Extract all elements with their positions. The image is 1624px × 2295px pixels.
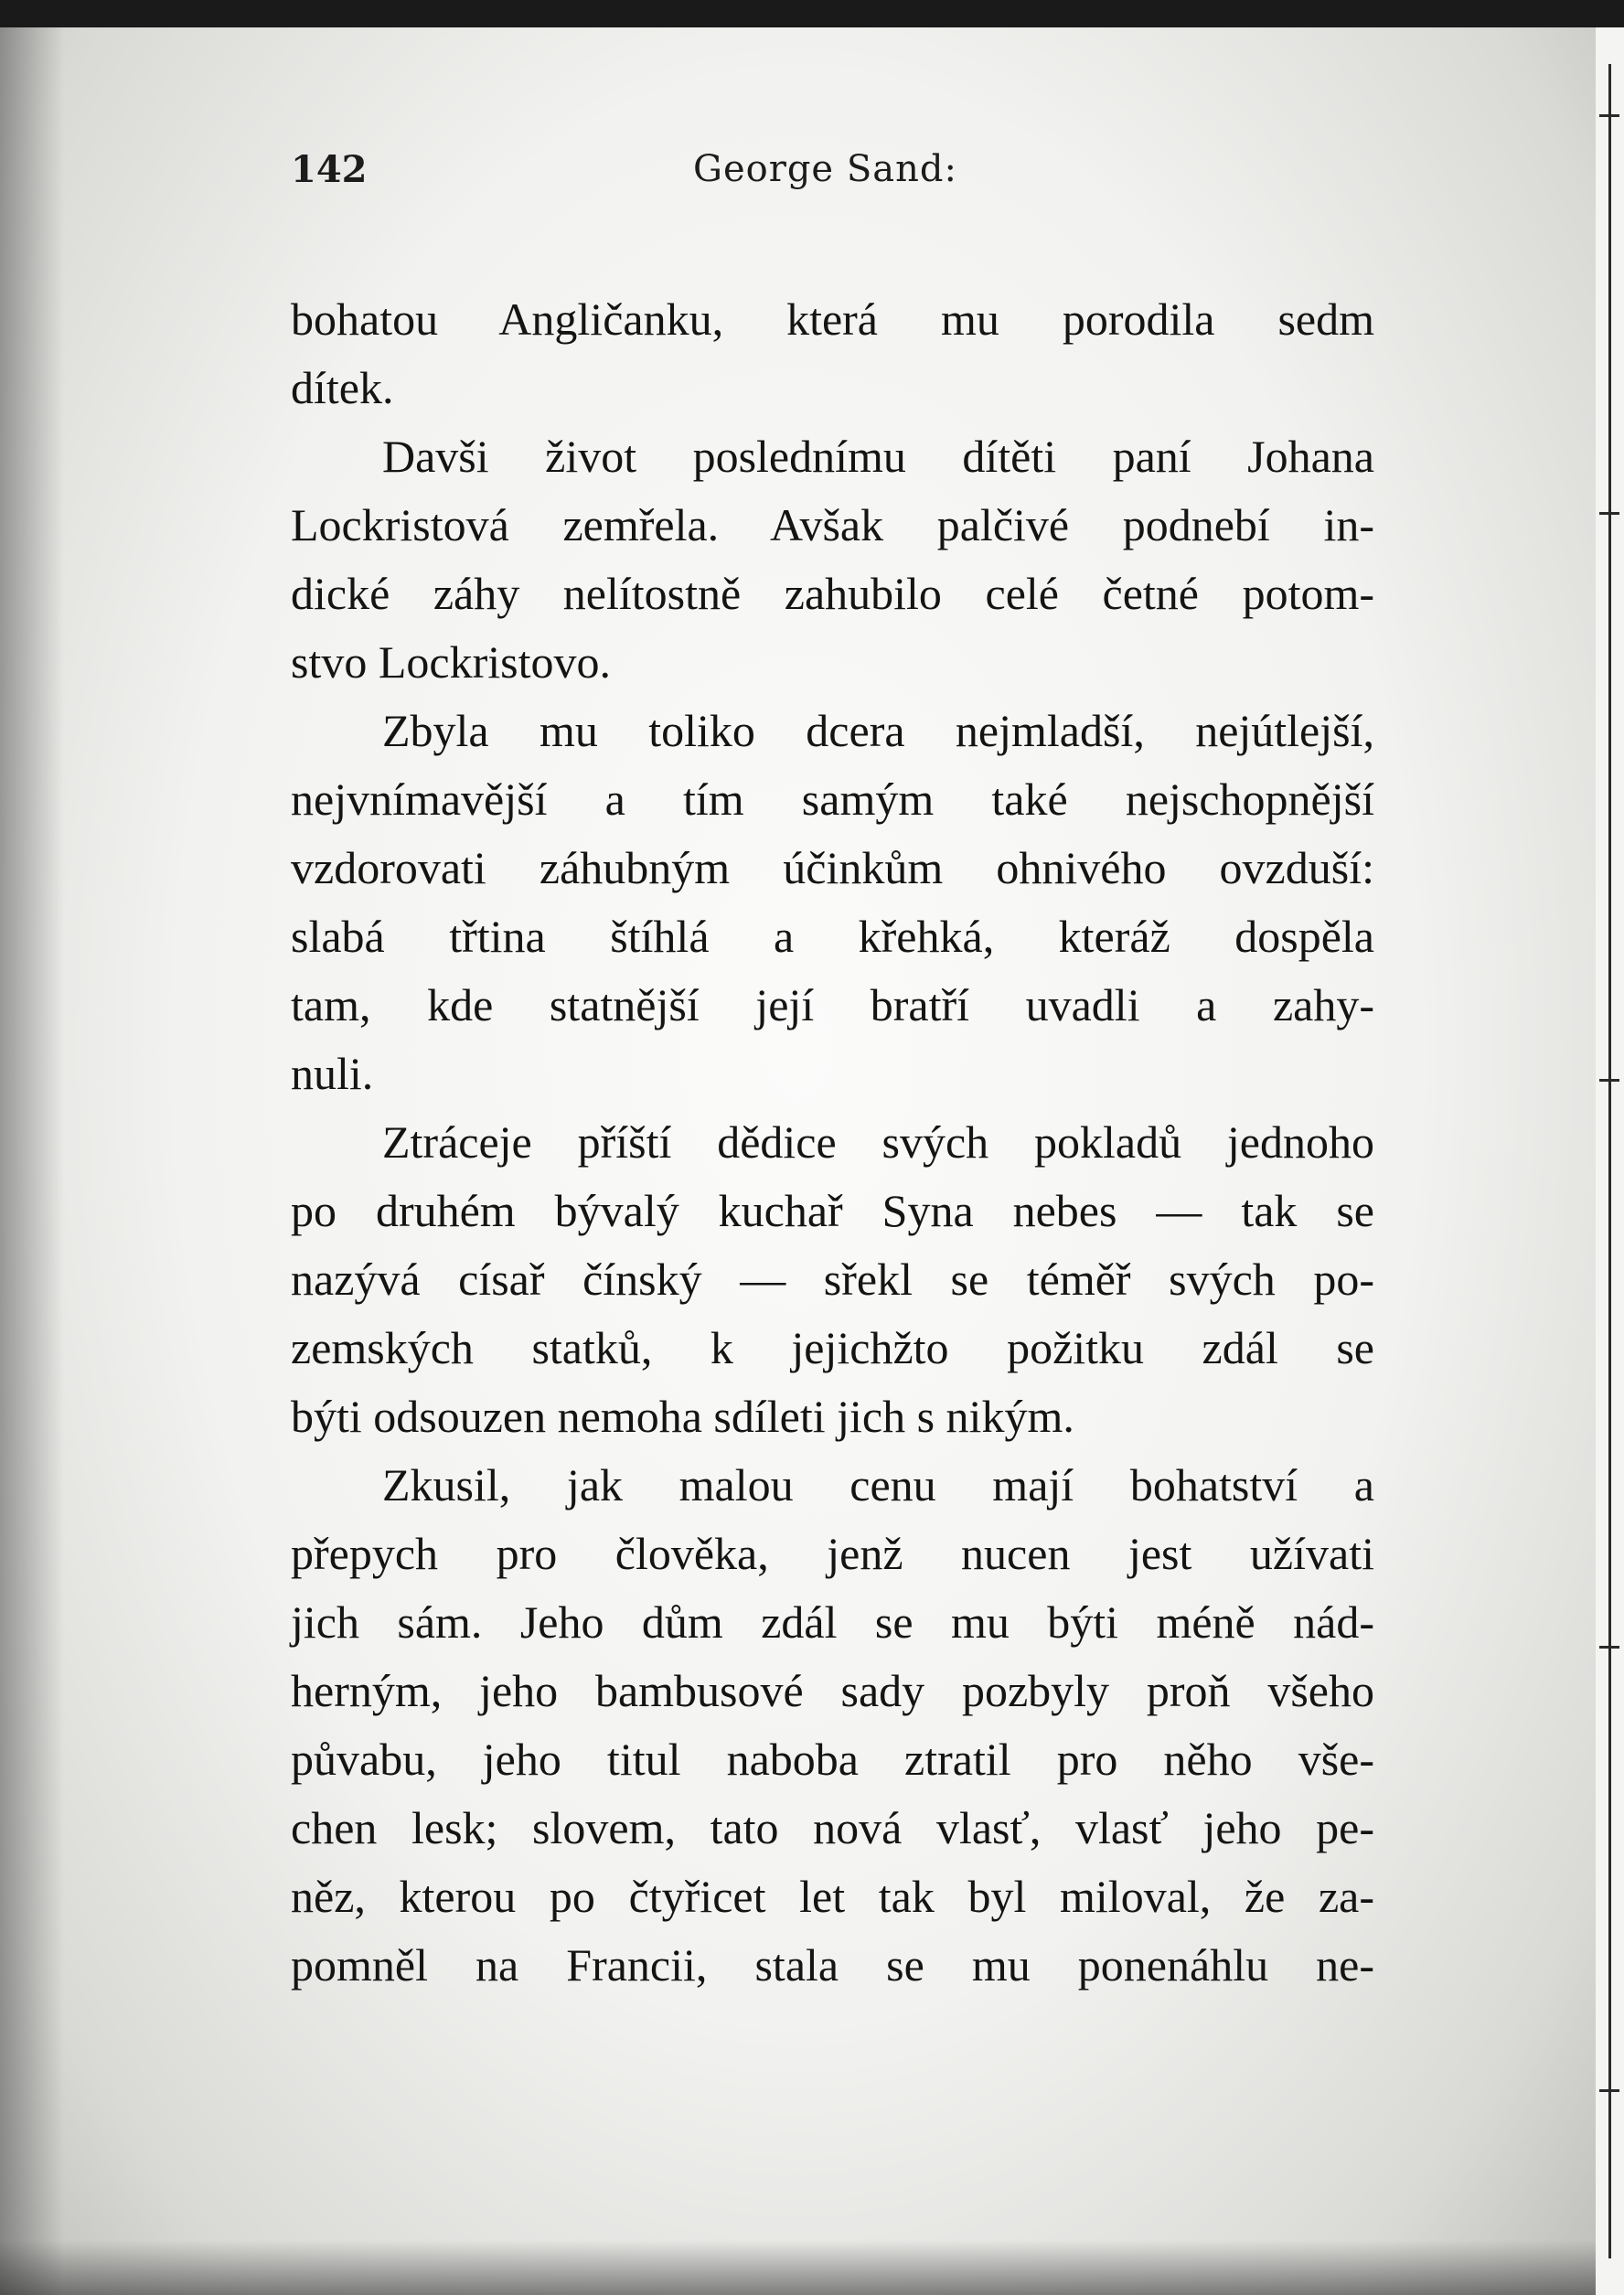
running-title: George Sand: [693,148,957,190]
text-line: býti odsouzen nemoha sdíleti jich s nikým. [291,1391,1074,1442]
text-line: po druhém bývalý kuchař Syna nebes — tak se [291,1185,1374,1236]
ruler-mark [1599,2089,1619,2092]
text-line: dické záhy nelítostně zahubilo celé četné potom- [291,568,1374,619]
text-line: Zkusil, jak malou cenu mají bohatství a [382,1459,1374,1510]
text-line: něz, kterou po čtyřicet let tak byl miloval, že za- [291,1871,1374,1922]
text-line: slabá třtina štíhlá a křehká, kteráž dospěla [291,911,1374,962]
text-line: zemských statků, k jejichžto požitku zdál se [291,1322,1374,1373]
page-number: 142 [291,148,368,191]
ruler-mark [1599,1079,1619,1082]
text-line: dítek. [291,362,394,413]
text-line: bohatou Angličanku, která mu porodila sedm [291,294,1374,345]
page-gutter-shadow [0,27,64,2295]
text-line: pomněl na Francii, stala se mu ponenáhlu ne- [291,1939,1374,1991]
ruler-mark [1599,512,1619,515]
ruler-line [1608,64,1611,2258]
text-line: Davši život poslednímu dítěti paní Johana [382,431,1374,482]
text-line: půvabu, jeho titul naboba ztratil pro něho vše- [291,1734,1374,1785]
text-line: stvo Lockristovo. [291,636,611,688]
text-line: nazývá císař čínský — sřekl se téměř svých po- [291,1254,1374,1305]
body-text [291,285,1374,2000]
text-line: Zbyla mu toliko dcera nejmladší, nejútlejší, [382,705,1374,756]
ruler-mark [1599,1646,1619,1649]
text-line: jich sám. Jeho dům zdál se mu býti méně nád- [291,1596,1374,1648]
page-header [291,148,1374,203]
text-line: Ztráceje příští dědice svých pokladů jednoho [382,1116,1374,1168]
text-line: nejvnímavější a tím samým také nejschopnější [291,774,1374,825]
page-edge-ruler [1596,27,1624,2295]
text-line: herným, jeho bambusové sady pozbyly proň všeho [291,1665,1374,1716]
text-line: chen lesk; slovem, tato nová vlasť, vlasť jeho pe- [291,1802,1374,1853]
text-line: přepych pro člověka, jenž nucen jest užívati [291,1528,1374,1579]
text-line: Lockristová zemřela. Avšak palčivé podnebí in- [291,499,1374,550]
text-line: tam, kde statnější její bratří uvadli a zahy- [291,979,1374,1030]
ruler-mark [1599,114,1619,117]
text-line: nuli. [291,1048,374,1099]
page-bottom-shadow [0,2240,1596,2295]
text-line: vzdorovati záhubným účinkům ohnivého ovzduší: [291,842,1374,893]
